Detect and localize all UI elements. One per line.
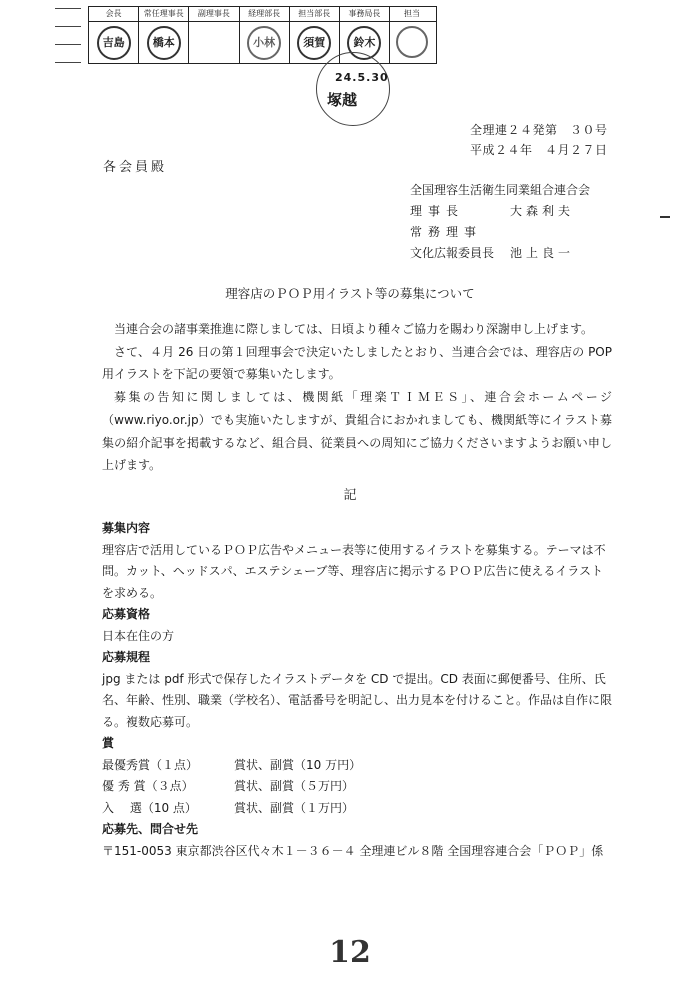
body-paragraph: さて、４月 26 日の第１回理事会で決定いたしましたとおり、当連合会では、理容店の POP 用イラストを下記の要領で募集いたします。 xyxy=(102,344,612,382)
sender-role: 常務理事 xyxy=(410,225,483,239)
stamp-column xyxy=(290,7,340,63)
contact-text: 〒151-0053 東京都渋谷区代々木１－３６－４ 全理連ビル８階 全国理容連合会「ＰＯＰ」係 xyxy=(102,843,604,858)
page-number: 12 xyxy=(329,935,371,970)
sender-block xyxy=(410,180,590,264)
stamp-column xyxy=(189,7,239,63)
prize-name: 入 選（10 点） xyxy=(102,800,197,815)
seal-stamp: 小林 xyxy=(247,26,281,60)
prize-row xyxy=(102,776,612,798)
body-paragraph: 当連合会の諸事業推進に際しましては、日頃より種々ご協力を賜わり深謝申し上げます。 xyxy=(114,322,594,336)
content-heading: 募集内容 xyxy=(102,521,151,535)
seal-stamp: 須賀 xyxy=(297,26,331,60)
addressee: 各会員殿 xyxy=(103,160,168,175)
stamp-margin-marks xyxy=(55,8,83,62)
stamp-header: 経理部長 xyxy=(240,7,289,22)
eligibility-text: 日本在住の方 xyxy=(102,628,175,643)
contact-heading: 応募先、問合せ先 xyxy=(102,822,199,836)
ki-heading: 記 xyxy=(343,488,357,503)
received-date: 24.5.30 xyxy=(335,71,389,84)
stamp-header: 担当部長 xyxy=(290,7,339,22)
seal-stamp: 吉島 xyxy=(97,26,131,60)
rules-text: jpg または pdf 形式で保存したイラストデータを CD で提出。CD 表面に郵便番号、住所、氏名、年齢、性別、職業（学校名）、電話番号を明記し、出力見本を付けること。作品は自作に限る。複数応募可。 xyxy=(102,671,613,729)
sender-row xyxy=(410,201,590,222)
body-text xyxy=(102,318,612,477)
prize-name: 優 秀 賞（３点） xyxy=(102,779,194,793)
received-date-stamp xyxy=(316,52,390,126)
stamp-column xyxy=(240,7,290,63)
details-section xyxy=(102,518,612,862)
stamp-column xyxy=(89,7,139,63)
stamp-header: 副理事長 xyxy=(189,7,238,22)
sender-organization: 全国理容生活衛生同業組合連合会 xyxy=(410,183,591,197)
prize-reward: 賞状、副賞（10 万円） xyxy=(234,757,362,772)
seal-stamp: 鈴木 xyxy=(347,26,381,60)
sender-row xyxy=(410,243,590,264)
margin-mark xyxy=(660,216,670,218)
prize-reward: 賞状、副賞（５万円） xyxy=(234,779,355,793)
prize-heading: 賞 xyxy=(102,736,115,750)
reference-date: 平成２４年 ４月２７日 xyxy=(470,143,608,157)
sender-name: 大森利夫 xyxy=(510,204,575,218)
stamp-header: 事務局長 xyxy=(340,7,389,22)
seal-stamp: 橋本 xyxy=(147,26,181,60)
sender-row xyxy=(410,222,590,243)
stamp-header: 会長 xyxy=(89,7,138,22)
prize-row xyxy=(102,755,612,777)
reference-number: 全理連２４発第 ３０号 xyxy=(470,123,608,137)
prize-reward: 賞状、副賞（１万円） xyxy=(234,800,355,815)
stamp-column-extra xyxy=(388,6,437,64)
stamp-header: 担当 xyxy=(388,7,436,22)
stamp-header: 常任理事長 xyxy=(139,7,188,22)
rules-heading: 応募規程 xyxy=(102,650,151,664)
eligibility-heading: 応募資格 xyxy=(102,607,151,621)
seal-stamp-extra xyxy=(396,26,428,58)
content-text: 理容店で活用しているＰＯＰ広告やメニュー表等に使用するイラストを募集する。テーマは不問。カット、ヘッドスパ、エステシェーブ等、理容店に掲示するＰＯＰ広告に使えるイラストを求める。 xyxy=(102,542,606,600)
sender-role: 理事長 xyxy=(410,204,465,218)
prize-name: 最優秀賞（１点） xyxy=(102,757,199,772)
document-subject: 理容店のＰＯＰ用イラスト等の募集について xyxy=(225,286,475,301)
sender-name: 池上良一 xyxy=(510,246,575,260)
stamp-column xyxy=(139,7,189,63)
sender-role: 文化広報委員長 xyxy=(410,246,495,260)
prize-row xyxy=(102,798,612,820)
received-name: 塚越 xyxy=(327,91,358,109)
reference-block xyxy=(470,120,608,160)
body-paragraph: 募集の告知に関しましては、機関紙「理楽ＴＩＭＥＳ」、連合会ホームページ（www.riyo.or.jp）でも実施いたしますが、貴組合におかれましても、機関紙等にイラスト募集の紹介記事を掲載するなど、組合員、従業員への周知にご協力くださいますようお願い申し上げます。 xyxy=(102,390,612,473)
